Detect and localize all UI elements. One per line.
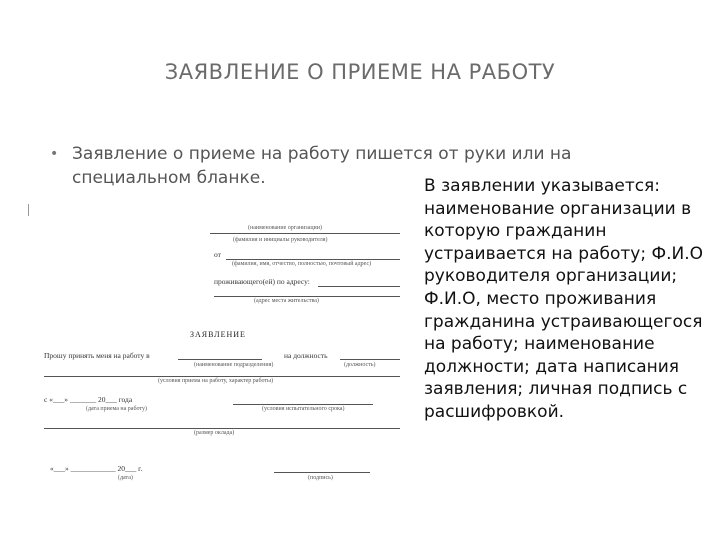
- hint-org: (наименование организации): [248, 225, 322, 231]
- hint-head: (фамилия и инициалы руководителя): [233, 237, 328, 243]
- line-org: [210, 233, 400, 234]
- line-residence: [318, 286, 400, 287]
- label-residence: проживающего(ей) по адресу:: [214, 277, 310, 286]
- hint-date-start: (дата приема на работу): [86, 406, 147, 412]
- line-probation: [233, 404, 373, 405]
- hint-salary: (размер оклада): [194, 430, 235, 436]
- bullet-dot-icon: •: [50, 146, 59, 162]
- hint-applicant: (фамилия, имя, отчество, полностью, почтовый адрес): [232, 261, 372, 267]
- hint-conditions: (условия приема на работу, характер работы): [158, 378, 274, 384]
- label-from: от: [214, 250, 221, 259]
- line-address: [214, 296, 400, 297]
- line-conditions: [44, 376, 400, 377]
- form-edge: [28, 204, 29, 216]
- hint-date-sign: (дата): [118, 475, 133, 481]
- hint-probation: (условия испытательного срока): [262, 406, 345, 412]
- form-heading: ЗАЯВЛЕНИЕ: [190, 330, 246, 339]
- hint-signature: (подпись): [308, 475, 333, 481]
- application-form-image: [28, 200, 420, 490]
- label-date-sign: «___» ____________ 20___ г.: [50, 464, 143, 473]
- bullet-text: Заявление о приеме на работу пишется от руки или на специальном бланке.: [72, 144, 572, 188]
- line-division: [178, 359, 262, 360]
- hint-position: (должность): [344, 362, 376, 368]
- line-position: [340, 359, 400, 360]
- line-salary: [44, 428, 400, 429]
- label-request: Прошу принять меня на работу в: [44, 351, 150, 360]
- line-signature: [274, 472, 370, 473]
- hint-address: (адрес места жительства): [254, 298, 319, 304]
- hint-division: (наименование подразделения): [194, 362, 274, 368]
- slide-title: ЗАЯВЛЕНИЕ О ПРИЕМЕ НА РАБОТУ: [164, 60, 556, 84]
- label-date-start: с «___» _______ 20___ года: [44, 395, 133, 404]
- line-from: [226, 259, 400, 260]
- side-text-block: В заявлении указывается: наименование организации в которую гражданин устраивается на работу; Ф.И.О руководителя организации; Ф.И.О, место проживания гражданина устраивающегося на работу; наименование должности; дата написания заявления; личная подпись с расшифровкой.: [424, 176, 704, 422]
- label-position: на должность: [284, 351, 328, 360]
